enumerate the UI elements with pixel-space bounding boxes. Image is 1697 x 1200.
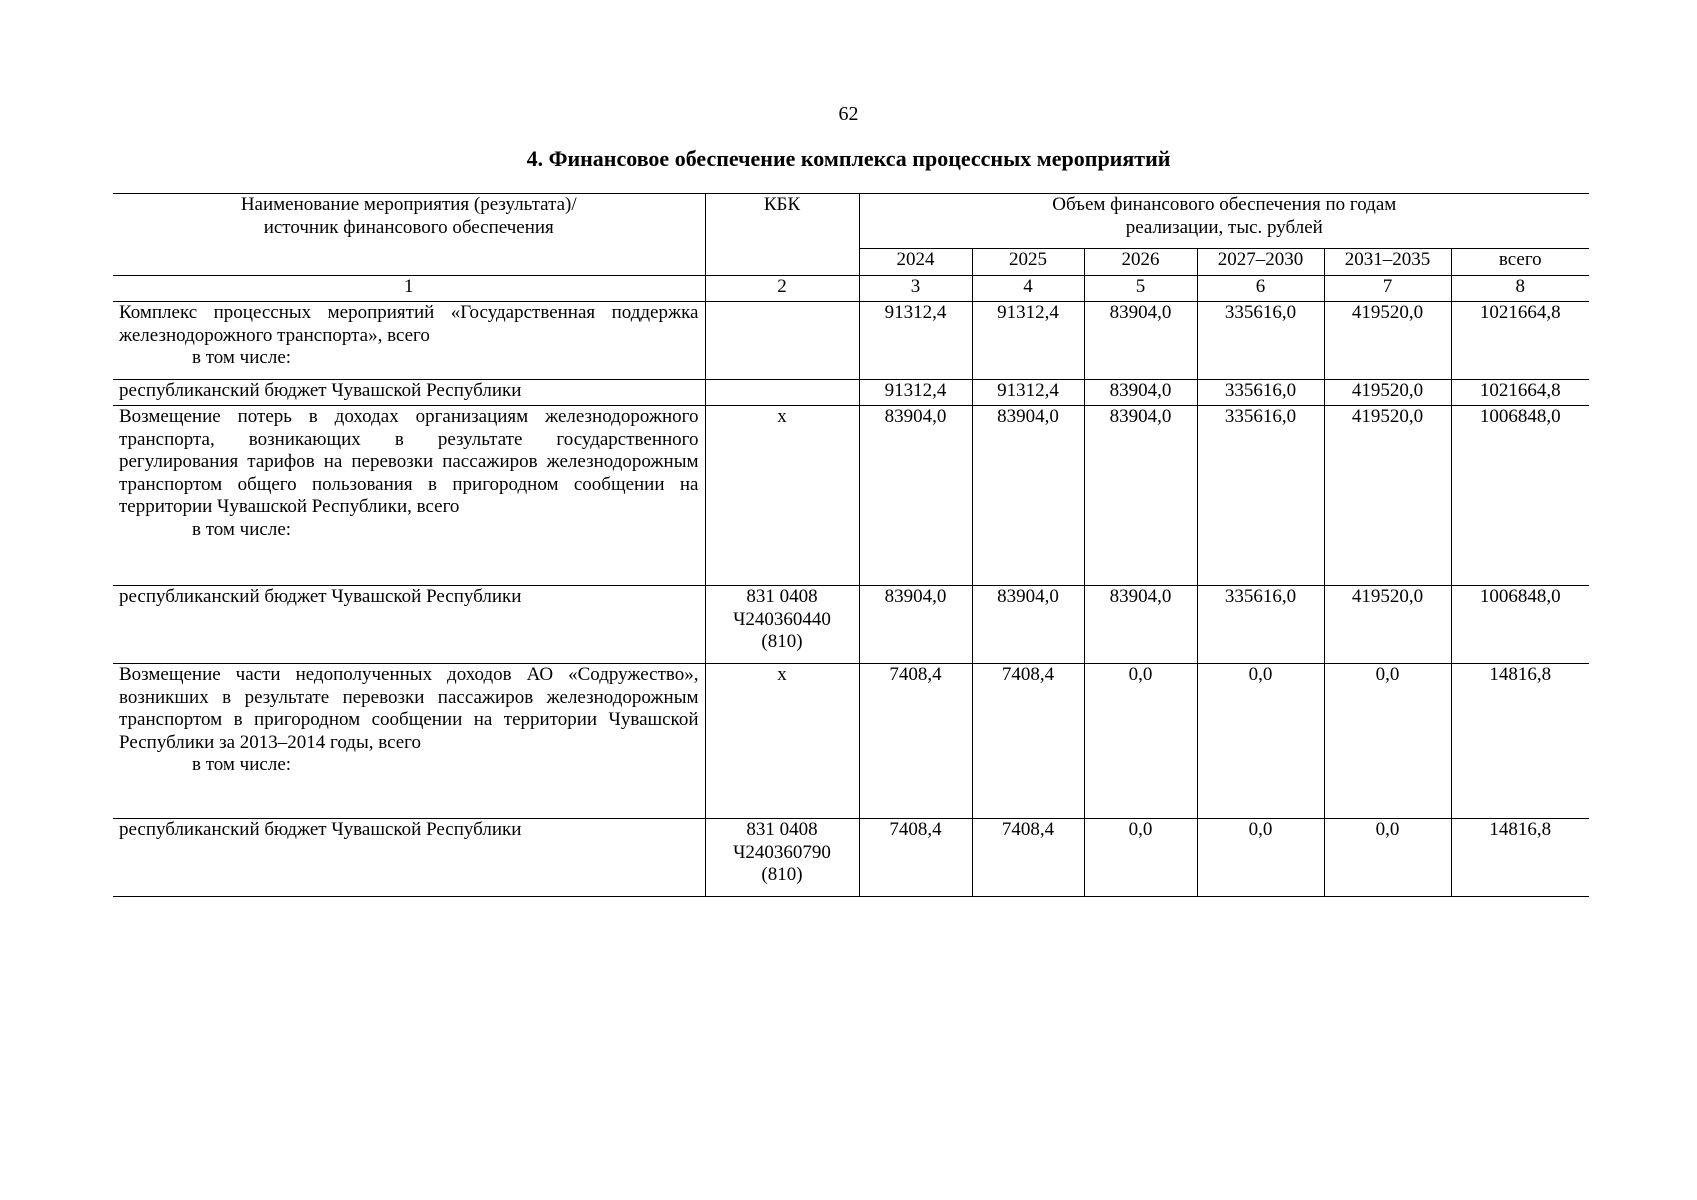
kbk-cell xyxy=(705,664,859,819)
value-total: 1006848,0 xyxy=(1451,406,1589,586)
col-number: 1 xyxy=(113,276,705,302)
year-2024: 2024 xyxy=(859,249,972,276)
col-number: 5 xyxy=(1084,276,1197,302)
header-name-cell xyxy=(113,194,705,276)
header-name-line-1: Наименование мероприятия (результата)/ xyxy=(240,194,577,215)
measure-name: республиканский бюджет Чувашской Республики xyxy=(119,380,522,401)
col-number: 8 xyxy=(1451,276,1589,302)
header-volume-line-1: Объем финансового обеспечения по годам xyxy=(1052,194,1397,215)
value-2027-2030: 0,0 xyxy=(1197,664,1324,819)
kbk-line: х xyxy=(777,664,787,685)
kbk-line: (810) xyxy=(761,864,803,885)
value-2026: 83904,0 xyxy=(1084,380,1197,406)
year-total: всего xyxy=(1451,249,1589,276)
measure-name: Комплекс процессных мероприятий «Государственная поддержка железнодорожного транспорта», всего xyxy=(119,302,699,346)
header-kbk-cell: КБК xyxy=(705,194,859,276)
value-2027-2030: 0,0 xyxy=(1197,819,1324,897)
value-total: 1021664,8 xyxy=(1451,380,1589,406)
value-2025: 91312,4 xyxy=(972,302,1084,380)
value-2031-2035: 0,0 xyxy=(1324,664,1451,819)
year-2026: 2026 xyxy=(1084,249,1197,276)
value-total: 14816,8 xyxy=(1451,664,1589,819)
value-2025: 83904,0 xyxy=(972,406,1084,586)
measure-name-cell xyxy=(113,819,705,897)
value-2031-2035: 419520,0 xyxy=(1324,586,1451,664)
kbk-cell xyxy=(705,819,859,897)
table-row xyxy=(113,819,1589,897)
year-2027-2030: 2027–2030 xyxy=(1197,249,1324,276)
table-row xyxy=(113,664,1589,819)
year-2031-2035: 2031–2035 xyxy=(1324,249,1451,276)
measure-name-cell xyxy=(113,380,705,406)
value-2026: 83904,0 xyxy=(1084,302,1197,380)
table-row xyxy=(113,586,1589,664)
value-2026: 0,0 xyxy=(1084,664,1197,819)
value-2024: 7408,4 xyxy=(859,664,972,819)
kbk-cell xyxy=(705,380,859,406)
header-volume-cell xyxy=(859,194,1589,249)
kbk-line: х xyxy=(777,406,787,427)
value-2025: 7408,4 xyxy=(972,819,1084,897)
kbk-line: 831 0408 xyxy=(746,819,818,840)
value-2031-2035: 0,0 xyxy=(1324,819,1451,897)
value-2026: 83904,0 xyxy=(1084,406,1197,586)
kbk-line: (810) xyxy=(761,631,803,652)
value-2024: 83904,0 xyxy=(859,406,972,586)
value-2027-2030: 335616,0 xyxy=(1197,406,1324,586)
kbk-line: Ч240360440 xyxy=(733,608,831,630)
col-number: 3 xyxy=(859,276,972,302)
column-numbers-row xyxy=(113,276,1589,302)
including-label: в том числе: xyxy=(192,347,292,368)
col-number: 2 xyxy=(705,276,859,302)
kbk-line: Ч240360790 xyxy=(733,841,831,863)
year-2025: 2025 xyxy=(972,249,1084,276)
measure-name: Возмещение потерь в доходах организациям железнодорожного транспорта, возникающих в результате государственного регулирования тарифов на перевозки пассажиров железнодорожным транспортом общего пользования в пригородном сообщении на территории Чувашской Республики, всего xyxy=(119,406,699,517)
header-volume-line-2: реализации, тыс. рублей xyxy=(1125,216,1323,238)
measure-name: Возмещение части недополученных доходов АО «Содружество», возникших в результате перевозки пассажиров железнодорожным транспортом в пригородном сообщении на территории Чувашской Республики за 2013–2014 годы, всего xyxy=(119,664,699,753)
kbk-cell xyxy=(705,586,859,664)
header-row xyxy=(113,194,1589,249)
value-2031-2035: 419520,0 xyxy=(1324,406,1451,586)
measure-name: республиканский бюджет Чувашской Республики xyxy=(119,819,522,840)
col-number: 6 xyxy=(1197,276,1324,302)
value-2024: 91312,4 xyxy=(859,302,972,380)
measure-name: республиканский бюджет Чувашской Республики xyxy=(119,586,522,607)
value-2025: 7408,4 xyxy=(972,664,1084,819)
value-total: 1006848,0 xyxy=(1451,586,1589,664)
measure-name-cell xyxy=(113,664,705,819)
col-number: 4 xyxy=(972,276,1084,302)
page-number: 62 xyxy=(838,103,859,125)
value-2031-2035: 419520,0 xyxy=(1324,380,1451,406)
value-total: 1021664,8 xyxy=(1451,302,1589,380)
section-title: 4. Финансовое обеспечение комплекса процессных мероприятий xyxy=(526,146,1171,171)
value-2024: 83904,0 xyxy=(859,586,972,664)
table-row xyxy=(113,406,1589,586)
value-total: 14816,8 xyxy=(1451,819,1589,897)
value-2027-2030: 335616,0 xyxy=(1197,302,1324,380)
table-row xyxy=(113,302,1589,380)
table-row xyxy=(113,380,1589,406)
kbk-cell xyxy=(705,406,859,586)
measure-name-cell xyxy=(113,406,705,586)
header-name-line-2: источник финансового обеспечения xyxy=(263,216,554,238)
value-2025: 83904,0 xyxy=(972,586,1084,664)
value-2026: 0,0 xyxy=(1084,819,1197,897)
value-2024: 7408,4 xyxy=(859,819,972,897)
financing-table xyxy=(113,193,1589,897)
kbk-line: 831 0408 xyxy=(746,586,818,607)
kbk-cell xyxy=(705,302,859,380)
including-label: в том числе: xyxy=(192,518,292,540)
value-2025: 91312,4 xyxy=(972,380,1084,406)
value-2024: 91312,4 xyxy=(859,380,972,406)
col-number: 7 xyxy=(1324,276,1451,302)
measure-name-cell xyxy=(113,302,705,380)
measure-name-cell xyxy=(113,586,705,664)
value-2031-2035: 419520,0 xyxy=(1324,302,1451,380)
value-2027-2030: 335616,0 xyxy=(1197,380,1324,406)
including-label: в том числе: xyxy=(192,754,292,775)
value-2027-2030: 335616,0 xyxy=(1197,586,1324,664)
value-2026: 83904,0 xyxy=(1084,586,1197,664)
